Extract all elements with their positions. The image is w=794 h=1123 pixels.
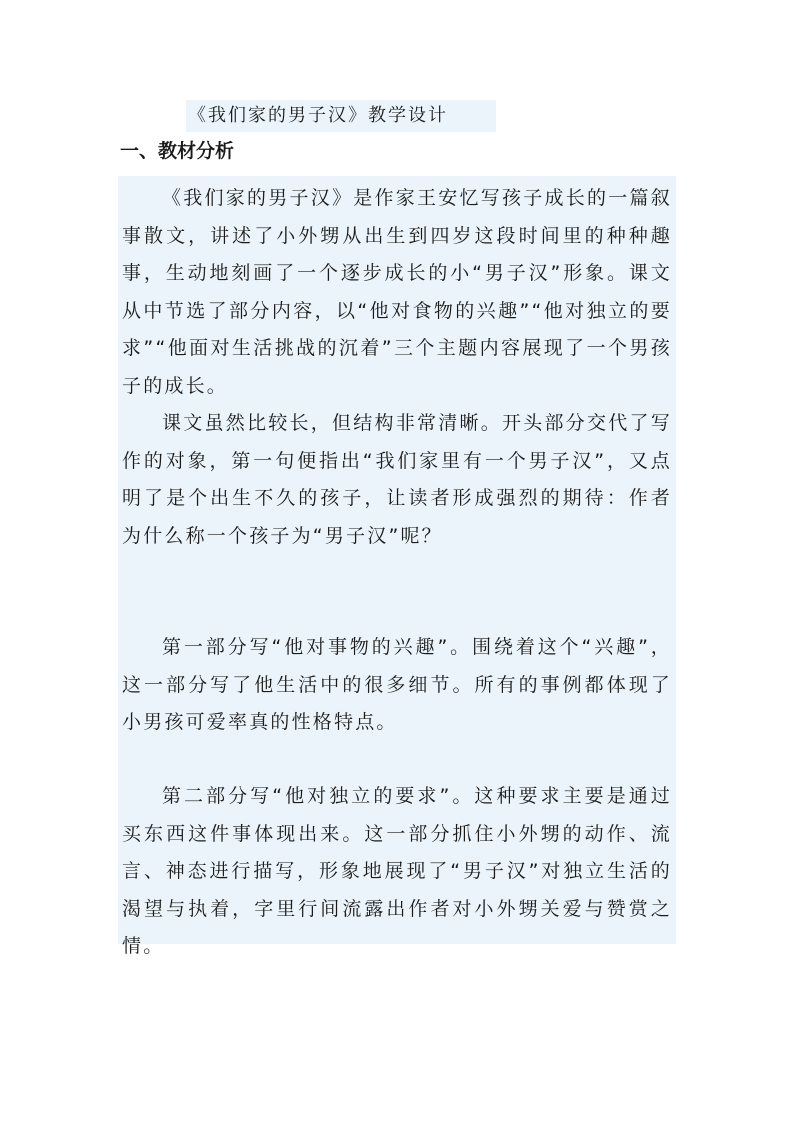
paragraph-3: 第一部分写“他对事物的兴趣”。围绕着这个“兴趣”，这一部分写了他生活中的很多细节。所有的事例都体现了小男孩可爱率真的性格特点。 [122,636,672,734]
paragraph-4: 第二部分写“他对独立的要求”。这种要求主要是通过买东西这件事体现出来。这一部分抓住小外甥的动作、流言、神态进行描写，形象地展现了“男子汉”对独立生活的渴望与执着，字里行间流露出作者对小外甥关爱与赞赏之情。 [122,785,672,958]
body-text-block [118,176,676,958]
section-heading: 一、教材分析 [120,140,235,162]
document-title: 《我们家的男子汉》教学设计 [186,100,496,132]
paragraph-1: 《我们家的男子汉》是作家王安忆写孩子成长的一篇叙事散文，讲述了小外甥从出生到四岁这段时间里的种种趣事，生动地刻画了一个逐步成长的小“男子汉”形象。课文从中节选了部分内容，以“他对食物的兴趣”“他对独立的要求”“他面对生活挑战的沉着”三个主题内容展现了一个男孩子的成长。 [122,187,672,397]
paragraph-2: 课文虽然比较长，但结构非常清晰。开头部分交代了写作的对象，第一句便指出“我们家里有一个男子汉”，又点明了是个出生不久的孩子，让读者形成强烈的期待：作者为什么称一个孩子为“男子汉”呢？ [122,412,672,547]
